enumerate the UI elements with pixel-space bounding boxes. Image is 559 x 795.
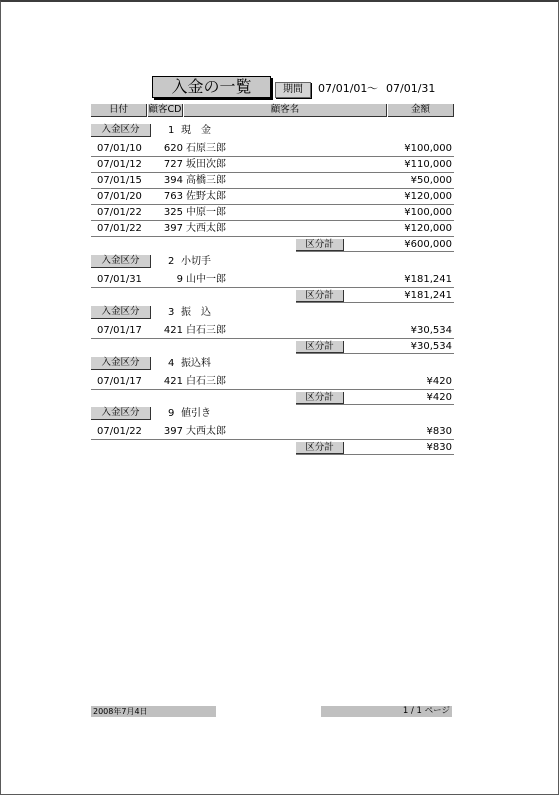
- column-header-customer-name: 顧客名: [184, 104, 387, 117]
- period-from: 07/01/01: [318, 82, 368, 95]
- table-row: [91, 173, 454, 189]
- row-date: 07/01/22: [97, 223, 142, 234]
- subtotal-divider: [296, 404, 454, 405]
- column-header-date: 日付: [91, 104, 147, 117]
- table-row: [91, 323, 454, 339]
- subtotal-divider: [296, 251, 454, 252]
- row-customer-cd: 397: [163, 426, 183, 437]
- row-customer-cd: 620: [163, 143, 183, 154]
- row-date: 07/01/20: [97, 191, 142, 202]
- table-row: [91, 374, 454, 390]
- category-label: 入金区分: [91, 407, 151, 420]
- row-customer-name: 白石三郎: [186, 376, 226, 387]
- category-code: 3: [168, 307, 175, 318]
- footer-print-date: 2008年7月4日: [91, 706, 216, 717]
- subtotal-label: 区分計: [296, 239, 344, 251]
- row-amount: ¥120,000: [404, 191, 452, 202]
- table-row: [91, 141, 454, 157]
- category-name: 振 込: [181, 307, 211, 318]
- row-date: 07/01/17: [97, 376, 142, 387]
- row-amount: ¥830: [426, 426, 452, 437]
- row-date: 07/01/15: [97, 175, 142, 186]
- period-label: 期間: [275, 82, 311, 98]
- category-name: 振込料: [181, 358, 211, 369]
- row-customer-name: 坂田次郎: [186, 159, 226, 170]
- table-row: [91, 157, 454, 173]
- row-date: 07/01/22: [97, 207, 142, 218]
- subtotal-amount: ¥420: [426, 392, 452, 403]
- row-customer-name: 中原一郎: [186, 207, 226, 218]
- row-date: 07/01/10: [97, 143, 142, 154]
- category-label: 入金区分: [91, 357, 151, 370]
- row-customer-cd: 9: [176, 274, 183, 285]
- row-customer-cd: 421: [163, 325, 183, 336]
- period-to: 07/01/31: [386, 82, 436, 95]
- subtotal-label: 区分計: [296, 290, 344, 302]
- row-customer-cd: 763: [163, 191, 183, 202]
- row-customer-name: 大西太郎: [186, 223, 226, 234]
- row-customer-name: 佐野太郎: [186, 191, 226, 202]
- row-amount: ¥120,000: [404, 223, 452, 234]
- category-name: 小切手: [181, 256, 211, 267]
- table-row: [91, 221, 454, 237]
- column-header-customer-cd: 顧客CD: [148, 104, 182, 115]
- period-separator: ～: [367, 82, 378, 95]
- subtotal-amount: ¥830: [426, 442, 452, 453]
- subtotal-amount: ¥600,000: [404, 239, 452, 250]
- row-date: 07/01/17: [97, 325, 142, 336]
- category-name: 現 金: [181, 125, 211, 136]
- row-amount: ¥100,000: [404, 207, 452, 218]
- subtotal-label: 区分計: [296, 341, 344, 353]
- report-title: 入金の一覧: [152, 76, 271, 98]
- subtotal-divider: [296, 353, 454, 354]
- category-label: 入金区分: [91, 124, 151, 137]
- table-row: [91, 424, 454, 440]
- row-customer-name: 高橋三郎: [186, 175, 226, 186]
- subtotal-amount: ¥30,534: [410, 341, 452, 352]
- row-amount: ¥100,000: [404, 143, 452, 154]
- row-amount: ¥50,000: [410, 175, 452, 186]
- category-code: 4: [168, 358, 175, 369]
- row-customer-cd: 325: [163, 207, 183, 218]
- category-code: 9: [168, 408, 175, 419]
- row-customer-name: 大西太郎: [186, 426, 226, 437]
- category-label: 入金区分: [91, 255, 151, 268]
- category-code: 2: [168, 256, 175, 267]
- category-code: 1: [168, 125, 175, 136]
- row-amount: ¥181,241: [404, 274, 452, 285]
- row-customer-cd: 727: [163, 159, 183, 170]
- row-customer-name: 白石三郎: [186, 325, 226, 336]
- column-header-amount: 金額: [388, 104, 454, 117]
- table-row: [91, 205, 454, 221]
- subtotal-label: 区分計: [296, 392, 344, 404]
- row-date: 07/01/22: [97, 426, 142, 437]
- subtotal-label: 区分計: [296, 442, 344, 454]
- subtotal-divider: [296, 454, 454, 455]
- subtotal-amount: ¥181,241: [404, 290, 452, 301]
- row-customer-cd: 421: [163, 376, 183, 387]
- category-name: 値引き: [181, 408, 211, 419]
- table-row: [91, 272, 454, 288]
- row-customer-cd: 397: [163, 223, 183, 234]
- row-date: 07/01/31: [97, 274, 142, 285]
- category-label: 入金区分: [91, 306, 151, 319]
- footer-page-number: 1 / 1 ページ: [321, 706, 452, 717]
- row-amount: ¥110,000: [404, 159, 452, 170]
- row-customer-name: 山中一郎: [186, 274, 226, 285]
- subtotal-divider: [296, 302, 454, 303]
- table-row: [91, 189, 454, 205]
- row-amount: ¥420: [426, 376, 452, 387]
- row-date: 07/01/12: [97, 159, 142, 170]
- row-customer-name: 石原三郎: [186, 143, 226, 154]
- row-customer-cd: 394: [163, 175, 183, 186]
- row-amount: ¥30,534: [410, 325, 452, 336]
